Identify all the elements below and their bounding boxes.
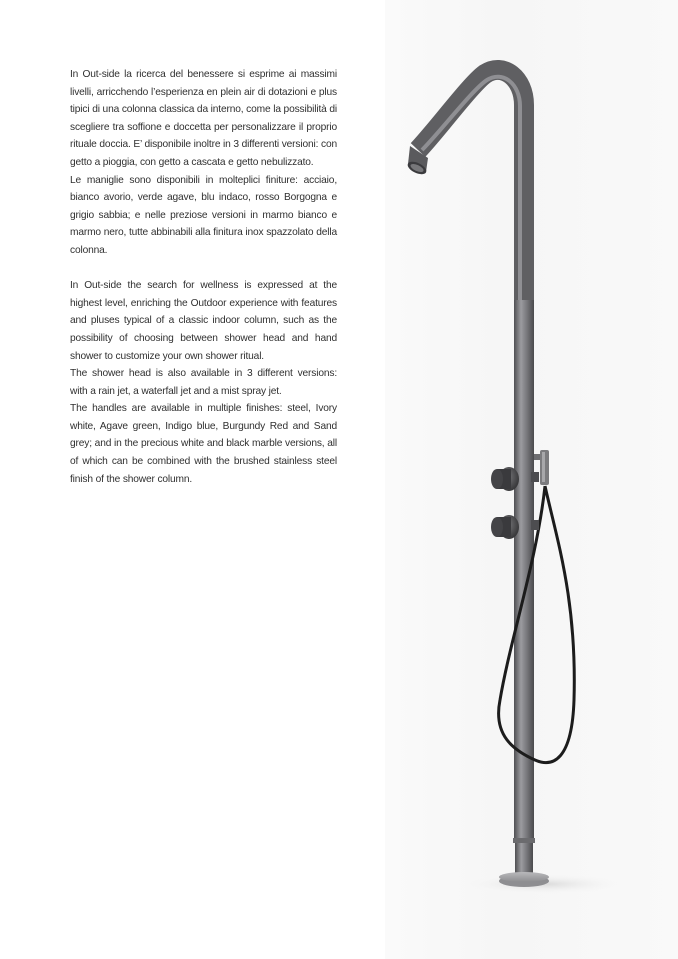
outdoor-shower-column-icon xyxy=(385,0,678,959)
english-paragraph-2: The shower head is also available in 3 different versions: with a rain jet, a waterfall jet and a mist spray jet. xyxy=(70,368,337,397)
column-lower-joint xyxy=(513,838,535,843)
description-text xyxy=(70,66,337,488)
english-paragraph-3: The handles are available in multiple finishes: steel, Ivory white, Agave green, Indigo blue, Burgundy Red and Sand grey; and in the precious white and black marble versions, all of which can be combined with the brushed stainless steel finish of the shower column. xyxy=(70,403,337,485)
italian-paragraph-1: In Out-side la ricerca del benessere si esprime ai massimi livelli, arricchendo l’esperienza en plein air di dotazioni e plus tipici di una colonna classica da interno, come la possibilità di scegliere tra soffione e doccetta per personalizzare il proprio rituale doccia. E’ disponibile inoltre in 3 differenti versioni: con getto a pioggia, con getto a cascata e getto nebulizzato. xyxy=(70,69,337,168)
column-arch xyxy=(418,70,524,310)
italian-paragraph-2: Le maniglie sono disponibili in molteplici finiture: acciaio, bianco avorio, verde agave, blu indaco, rosso Borgogna e grigio sabbia; e nelle preziose versioni in marmo bianco e marmo nero, tutte abbinabili alla finitura inox spazzolato della colonna. xyxy=(70,174,337,256)
column-arch-highlight xyxy=(422,77,520,310)
paragraph-spacer xyxy=(70,260,337,278)
english-paragraph-1: In Out-side the search for wellness is expressed at the highest level, enriching the Outdoor experience with features and pluses typical of a classic indoor column, such as the possibility of choosing between shower head and hand shower to customize your own shower ritual. xyxy=(70,280,337,362)
column-lower xyxy=(515,843,533,873)
base-plate-top xyxy=(499,872,549,882)
